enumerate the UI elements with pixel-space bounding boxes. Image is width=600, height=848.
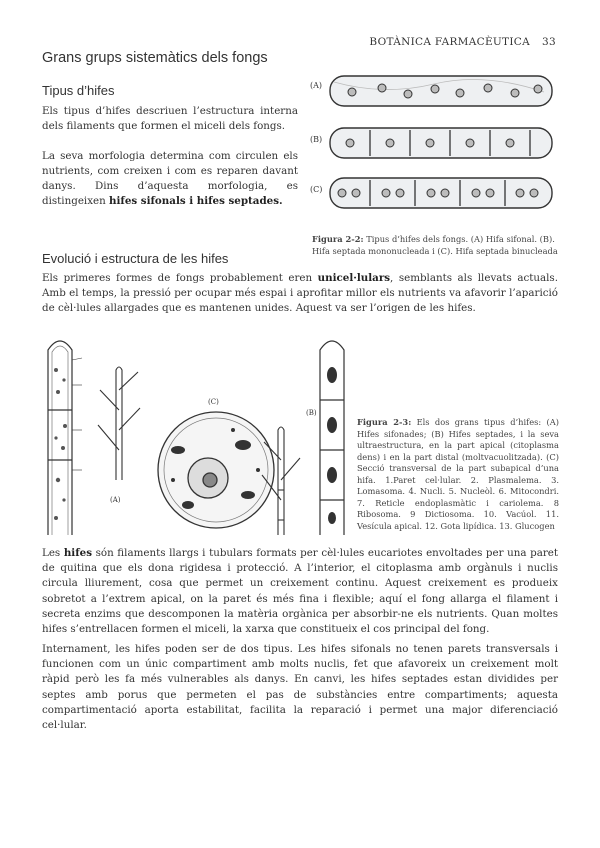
bold-term: unicel·lulars <box>317 272 391 284</box>
figure-label-b: (B) <box>306 409 317 417</box>
hyphae-types-figure <box>310 70 560 222</box>
hyphae-ultrastructure-figure <box>38 330 356 542</box>
section-title: Grans grups sistemàtics dels fongs <box>42 50 268 66</box>
bold-term: hifes <box>63 547 92 559</box>
page-number: 33 <box>542 36 556 48</box>
running-header <box>369 36 556 48</box>
figure-label-b: (B) <box>310 135 323 144</box>
subheading-tipus: Tipus d’hifes <box>42 83 115 98</box>
figure-label-c: (C) <box>310 185 323 194</box>
paragraph-internament: Internament, les hifes poden ser de dos tipus. Les hifes sifonals no tenen parets transversals i funcionen com un únic compartiment amb molts nuclis, fet que afavoreix un creixement molt ràpid però les fa més vulnerables als danys. En canvi, les hifes septades estan dividides per septes amb porus que permeten el pas de substàncies entre compartiments; aquesta compartimentació aporta estabilitat, facilita la reparació i permet una major diferenciació cel·lular. <box>42 643 558 732</box>
figure-caption-2-3: Figura 2-3: Els dos grans tipus d’hifes: (A) Hifes sifonades; (B) Hifes septades, i la seva ultraestructura, en la part apical (citoplasma dens) i en la part distal (moltvacuolitzada). (C) Secció transversal de la part subapical d’una hifa. 1.Paret cel·lular. 2. Plasmalema. 3. Lomasoma. 4. Nucli. 5. Nucleòl. 6. Mitocondri. 7. Reticle endoplasmàtic i cariolema. 8 Ribosoma. 9 Dictiosoma. 10. Vacúol. 11. Vesícula apical. 12. Gota lipídica. 13. Glucogen <box>357 417 559 531</box>
book-title: BOTÀNICA FARMACÈUTICA <box>369 36 531 48</box>
figure-label-c: (C) <box>208 398 219 406</box>
subheading-evolucio: Evolució i estructura de les hifes <box>42 251 229 266</box>
paragraph-tipus-1: Els tipus d’hifes descriuen l’estructura interna dels filaments que formen el miceli dels fongs. <box>42 105 298 132</box>
paragraph-evolucio: Els primeres formes de fongs probablement eren unicel·lulars, semblants als llevats actuals. Amb el temps, la pressió per ocupar més espai i aprofitar millor els nutrients va afavorir l’aparició de cèl·lules allargades que es mantenen unides. Aquest va ser l’origen de les hifes. <box>42 272 558 314</box>
septate-mononucleate-hypha <box>330 128 552 158</box>
figure-label-a: (A) <box>110 496 121 504</box>
figure-label-a: (A) <box>310 81 323 90</box>
paragraph-hifes: Les hifes són filaments llargs i tubulars formats per cèl·lules eucariotes envoltades per una paret de quitina que els dona rigidesa i protecció. A l’interior, el citoplasma amb orgànuls i nuclis circula lliurement, cosa que permet un creixement continu. Aquest creixement es produeix sobretot a l’extrem apical, on la paret és més fina i flexible; aquí el fong allarga el filament i secreta enzims que descomponen la matèria orgànica per absorbir-ne els nutrients. Quan moltes hifes s’entrellacen formen el miceli, la xarxa que constitueix el cos principal del fong. <box>42 547 558 636</box>
paragraph-tipus-2: La seva morfologia determina com circulen els nutrients, com creixen i com es reparen davant danys. Dins d’aquesta morfologia, es distingeixen hifes sifonals i hifes septades. <box>42 150 298 207</box>
bold-term: hifes sifonals i hifes septades. <box>109 195 283 207</box>
figure-caption-2-2: Figura 2-2: Tipus d’hifes dels fongs. (A) Hifa sifonal. (B). Hifa septada mononucleada i (C). Hifa septada binucleada <box>312 234 558 256</box>
